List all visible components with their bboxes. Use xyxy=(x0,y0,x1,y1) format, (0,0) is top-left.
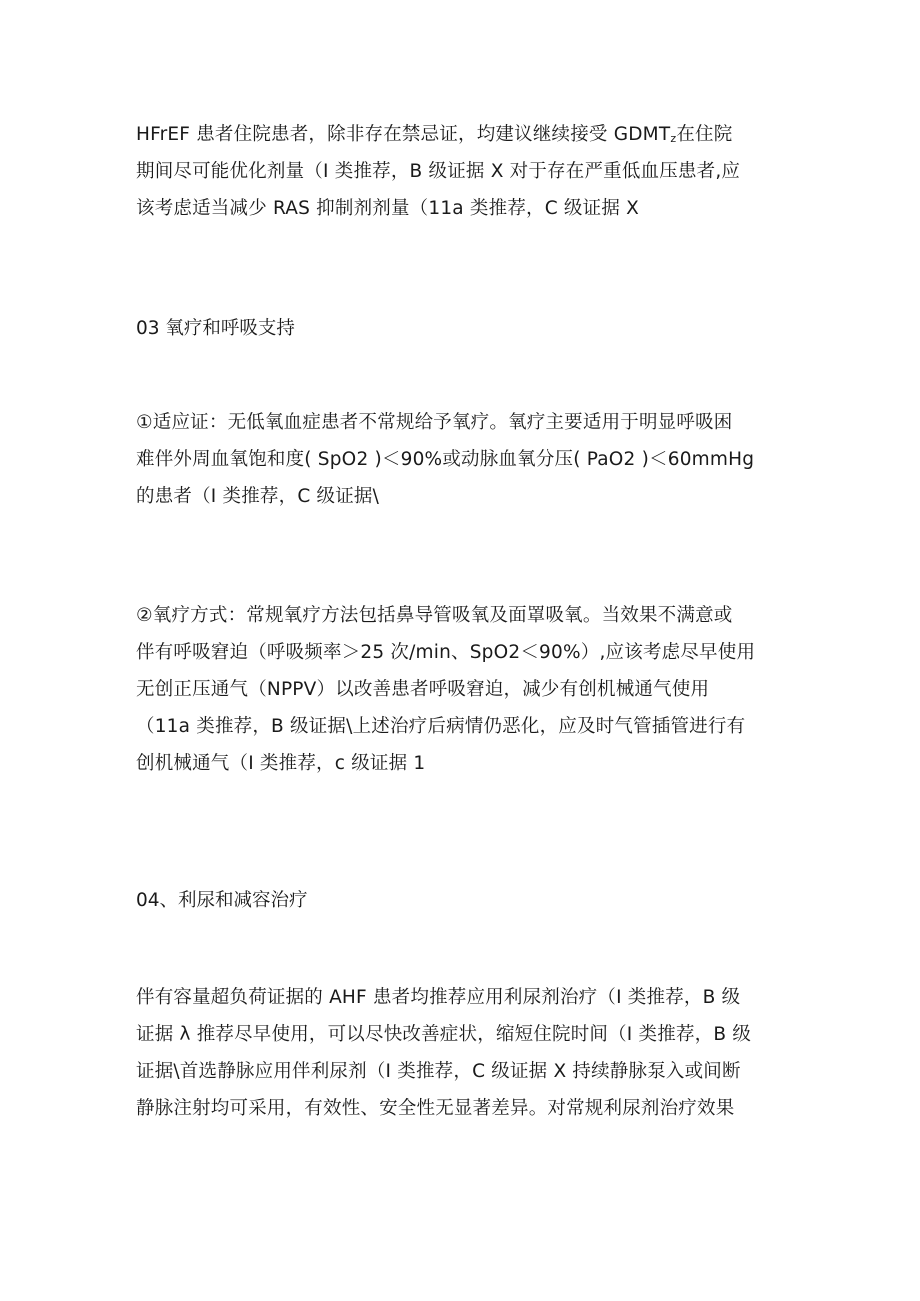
paragraph-line: ①适应证：无低氧血症患者不常规给予氧疗。氧疗主要适用于明显呼吸困 xyxy=(136,412,733,433)
paragraph-line: 无创正压通气（NPPV）以改善患者呼吸窘迫，减少有创机械通气使用 xyxy=(136,679,710,700)
paragraph-line: 该考虑适当减少 RAS 抑制剂剂量（11a 类推荐，C 级证据 X xyxy=(136,198,639,219)
paragraph-diuretics xyxy=(136,979,786,1127)
section-heading-oxygen: 03 氧疗和呼吸支持 xyxy=(136,318,295,339)
subscript: z xyxy=(670,132,677,145)
paragraph-line: 证据 λ 推荐尽早使用，可以尽快改善症状，缩短住院时间（I 类推荐，B 级 xyxy=(136,1024,752,1045)
paragraph-line: 难伴外周血氧饱和度( SpO2 )＜90%或动脉血氧分压( PaO2 )＜60mmHg xyxy=(136,449,755,470)
paragraph-indications xyxy=(136,404,786,515)
paragraph-line xyxy=(136,116,786,153)
paragraph-line: （11a 类推荐，B 级证据\上述治疗后病情仍恶化，应及时气管插管进行有 xyxy=(136,716,746,737)
text-span: HFrEF 患者住院患者，除非存在禁忌证，均建议继续接受 GDMT xyxy=(136,124,671,145)
section-heading-diuretics: 04、利尿和减容治疗 xyxy=(136,890,308,911)
paragraph-gdmt xyxy=(136,116,786,227)
paragraph-line: 期间尽可能优化剂量（I 类推荐，B 级证据 X 对于存在严重低血压患者,应 xyxy=(136,161,741,182)
text-span: 在住院 xyxy=(676,124,733,145)
paragraph-line: ②氧疗方式：常规氧疗方法包括鼻导管吸氧及面罩吸氧。当效果不满意或 xyxy=(136,605,733,626)
paragraph-oxygen-method xyxy=(136,597,786,782)
paragraph-line: 证据\首选静脉应用伴利尿剂（I 类推荐，C 级证据 X 持续静脉泵入或间断 xyxy=(136,1061,741,1082)
paragraph-line: 的患者（I 类推荐，C 级证据\ xyxy=(136,486,380,507)
paragraph-line: 伴有呼吸窘迫（呼吸频率＞25 次/min、SpO2＜90%）,应该考虑尽早使用 xyxy=(136,642,756,663)
paragraph-line: 创机械通气（I 类推荐，c 级证据 1 xyxy=(136,753,426,774)
paragraph-line: 静脉注射均可采用，有效性、安全性无显著差异。对常规利尿剂治疗效果 xyxy=(136,1098,735,1119)
paragraph-line: 伴有容量超负荷证据的 AHF 患者均推荐应用利尿剂治疗（I 类推荐，B 级 xyxy=(136,987,741,1008)
